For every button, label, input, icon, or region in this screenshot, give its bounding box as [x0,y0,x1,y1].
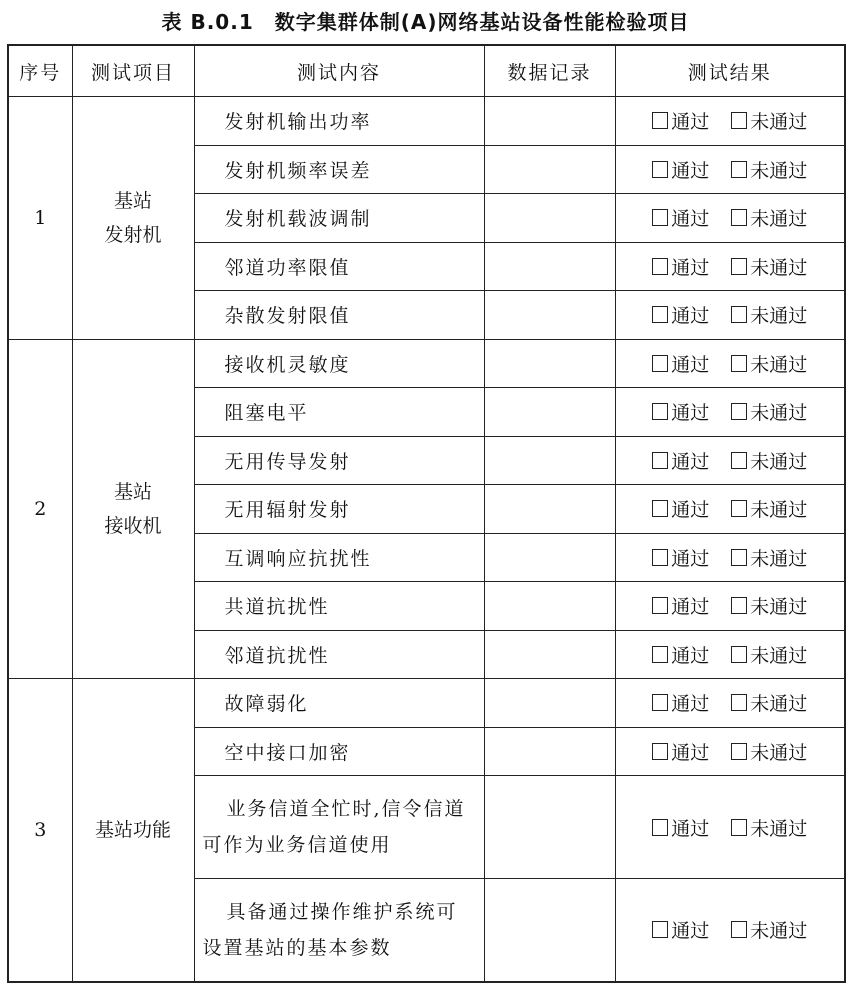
checkbox-icon[interactable] [652,921,668,938]
result-fail-option[interactable] [731,689,807,716]
test-content: 无用辐射发射 [194,485,484,534]
result-fail-option[interactable] [731,107,807,134]
test-result [615,776,845,879]
group-item-line1: 基站 [113,480,152,503]
checkbox-icon[interactable] [652,258,668,275]
header-content: 测试内容 [194,45,484,97]
data-record-cell[interactable] [484,436,615,485]
test-result [615,533,845,582]
result-fail-label: 未通过 [750,644,808,667]
result-pass-label: 通过 [671,450,710,473]
result-pass-option[interactable] [652,398,709,425]
result-pass-option[interactable] [652,814,709,841]
result-pass-label: 通过 [671,693,710,716]
test-content: 阻塞电平 [194,388,484,437]
data-record-cell[interactable] [484,679,615,728]
header-idx: 序号 [8,45,72,97]
data-record-cell[interactable] [484,339,615,388]
result-fail-label: 未通过 [750,596,808,619]
result-fail-option[interactable] [731,301,807,328]
result-pass-option[interactable] [652,738,709,765]
result-pass-option[interactable] [652,544,709,571]
test-content: 空中接口加密 [194,727,484,776]
test-content: 接收机灵敏度 [194,339,484,388]
test-content: 邻道抗扰性 [194,630,484,679]
result-fail-option[interactable] [731,916,807,943]
result-pass-label: 通过 [671,402,710,425]
result-pass-option[interactable] [652,107,709,134]
checkbox-icon[interactable] [731,819,747,836]
test-result [615,291,845,340]
result-fail-option[interactable] [731,592,807,619]
result-fail-label: 未通过 [750,159,808,182]
result-fail-label: 未通过 [750,741,808,764]
data-record-cell[interactable] [484,776,615,879]
checkbox-icon[interactable] [731,500,747,517]
checkbox-icon[interactable] [652,306,668,323]
result-pass-option[interactable] [652,447,709,474]
result-pass-label: 通过 [671,644,710,667]
checkbox-icon[interactable] [731,355,747,372]
test-result [615,436,845,485]
group-item-line1: 基站 [113,189,152,212]
checkbox-icon[interactable] [652,743,668,760]
checkbox-icon[interactable] [652,355,668,372]
result-fail-label: 未通过 [750,208,808,231]
header-result: 测试结果 [615,45,845,97]
result-fail-label: 未通过 [750,450,808,473]
checkbox-icon[interactable] [652,819,668,836]
checkbox-icon[interactable] [731,597,747,614]
data-record-cell[interactable] [484,879,615,982]
result-fail-option[interactable] [731,204,807,231]
result-fail-label: 未通过 [750,499,808,522]
group-item [72,339,194,679]
test-content: 发射机载波调制 [194,194,484,243]
header-item: 测试项目 [72,45,194,97]
result-pass-option[interactable] [652,350,709,377]
result-fail-option[interactable] [731,398,807,425]
checkbox-icon[interactable] [731,694,747,711]
result-pass-label: 通过 [671,817,710,840]
group-item-line2: 发射机 [104,223,162,246]
test-result [615,145,845,194]
test-result [615,879,845,982]
result-fail-option[interactable] [731,253,807,280]
test-result [615,242,845,291]
test-result [615,339,845,388]
result-pass-label: 通过 [671,499,710,522]
test-result [615,97,845,146]
checkbox-icon[interactable] [731,209,747,226]
checkbox-icon[interactable] [652,452,668,469]
result-pass-option[interactable] [652,641,709,668]
result-pass-option[interactable] [652,156,709,183]
test-content: 故障弱化 [194,679,484,728]
result-pass-option[interactable] [652,253,709,280]
test-result [615,630,845,679]
data-record-cell[interactable] [484,533,615,582]
checkbox-icon[interactable] [731,743,747,760]
group-item [72,97,194,340]
result-pass-option[interactable] [652,689,709,716]
checkbox-icon[interactable] [731,549,747,566]
result-pass-label: 通过 [671,920,710,943]
result-fail-option[interactable] [731,738,807,765]
test-content: 互调响应抗扰性 [194,533,484,582]
checkbox-icon[interactable] [731,452,747,469]
test-result [615,727,845,776]
result-pass-option[interactable] [652,301,709,328]
result-pass-label: 通过 [671,547,710,570]
test-result [615,194,845,243]
group-item-line2: 接收机 [104,514,162,537]
data-record-cell[interactable] [484,727,615,776]
result-fail-option[interactable] [731,156,807,183]
header-record: 数据记录 [484,45,615,97]
group-index: 2 [8,339,72,679]
data-record-cell[interactable] [484,582,615,631]
data-record-cell[interactable] [484,145,615,194]
test-result [615,485,845,534]
data-record-cell[interactable] [484,485,615,534]
result-pass-label: 通过 [671,305,710,328]
result-pass-label: 通过 [671,596,710,619]
checkbox-icon[interactable] [652,646,668,663]
data-record-cell[interactable] [484,388,615,437]
result-fail-label: 未通过 [750,920,808,943]
result-pass-label: 通过 [671,111,710,134]
checkbox-icon[interactable] [731,112,747,129]
header-row [8,45,845,97]
result-fail-label: 未通过 [750,547,808,570]
table-row [8,339,845,388]
checkbox-icon[interactable] [731,646,747,663]
table-row [8,679,845,728]
result-fail-label: 未通过 [750,305,808,328]
checkbox-icon[interactable] [652,403,668,420]
table-title: 表 B.0.1 数字集群体制(A)网络基站设备性能检验项目 [161,10,690,34]
result-fail-option[interactable] [731,814,807,841]
test-content: 邻道功率限值 [194,242,484,291]
group-index: 1 [8,97,72,340]
data-record-cell[interactable] [484,291,615,340]
result-fail-option[interactable] [731,495,807,522]
result-fail-label: 未通过 [750,693,808,716]
result-pass-option[interactable] [652,592,709,619]
result-fail-label: 未通过 [750,402,808,425]
test-content: 发射机频率误差 [194,145,484,194]
test-result [615,679,845,728]
result-pass-label: 通过 [671,159,710,182]
table-row [8,97,845,146]
test-result [615,388,845,437]
result-fail-option[interactable] [731,447,807,474]
checkbox-icon[interactable] [731,403,747,420]
result-fail-option[interactable] [731,544,807,571]
result-pass-label: 通过 [671,208,710,231]
result-pass-option[interactable] [652,495,709,522]
data-record-cell[interactable] [484,242,615,291]
result-pass-label: 通过 [671,256,710,279]
test-content: 具备通过操作维护系统可设置基站的基本参数 [194,879,484,982]
checkbox-icon[interactable] [652,161,668,178]
checkbox-icon[interactable] [652,694,668,711]
checkbox-icon[interactable] [652,112,668,129]
inspection-table [7,44,846,983]
result-fail-label: 未通过 [750,817,808,840]
test-content: 无用传导发射 [194,436,484,485]
test-content: 杂散发射限值 [194,291,484,340]
checkbox-icon[interactable] [652,549,668,566]
checkbox-icon[interactable] [731,306,747,323]
group-item-line1: 基站功能 [94,818,171,841]
checkbox-icon[interactable] [652,500,668,517]
test-content: 共道抗扰性 [194,582,484,631]
result-pass-label: 通过 [671,741,710,764]
test-content: 发射机输出功率 [194,97,484,146]
checkbox-icon[interactable] [731,921,747,938]
result-fail-label: 未通过 [750,256,808,279]
checkbox-icon[interactable] [652,209,668,226]
result-pass-option[interactable] [652,916,709,943]
result-fail-option[interactable] [731,350,807,377]
group-index: 3 [8,679,72,982]
data-record-cell[interactable] [484,194,615,243]
test-result [615,582,845,631]
group-item [72,679,194,982]
data-record-cell[interactable] [484,97,615,146]
checkbox-icon[interactable] [652,597,668,614]
checkbox-icon[interactable] [731,258,747,275]
result-pass-label: 通过 [671,353,710,376]
result-fail-option[interactable] [731,641,807,668]
data-record-cell[interactable] [484,630,615,679]
result-fail-label: 未通过 [750,353,808,376]
result-pass-option[interactable] [652,204,709,231]
result-fail-label: 未通过 [750,111,808,134]
test-content: 业务信道全忙时,信令信道可作为业务信道使用 [194,776,484,879]
checkbox-icon[interactable] [731,161,747,178]
